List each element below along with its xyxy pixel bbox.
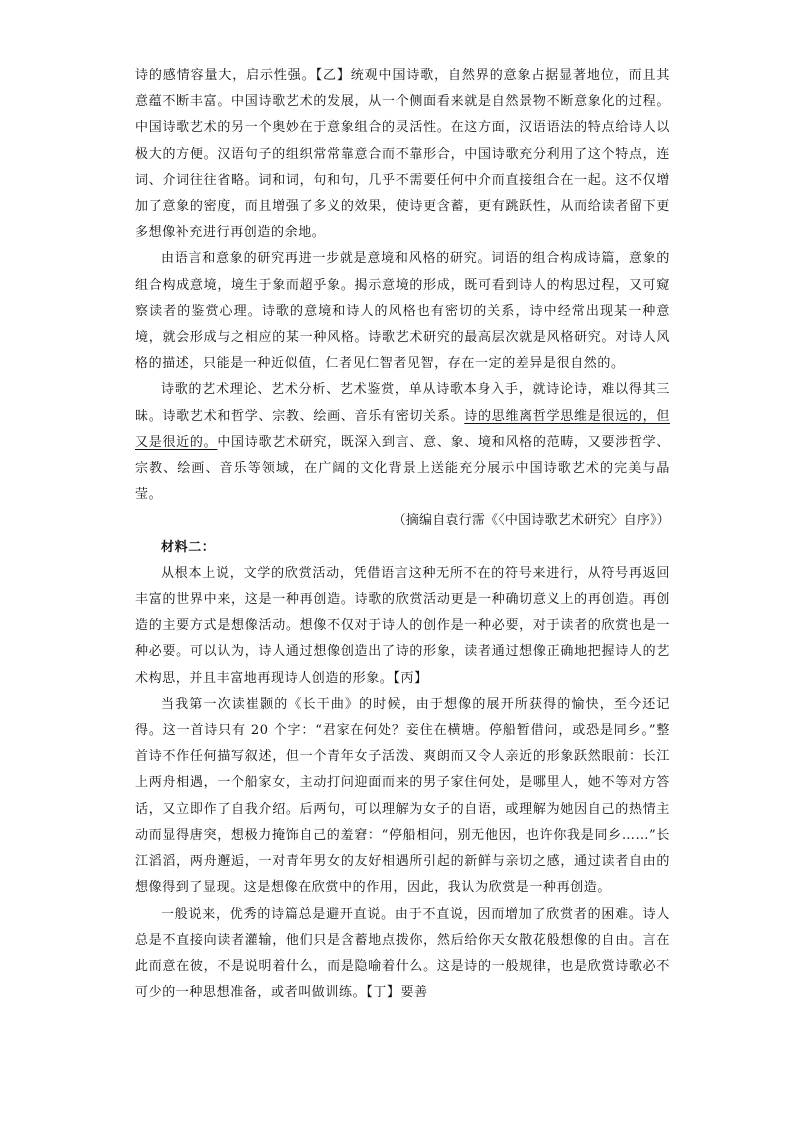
document-body <box>135 63 670 1006</box>
paragraph-3-text-a: 诗歌的艺术理论、艺术分析、艺术鉴赏，单从诗歌本身入手，就诗论诗，难以得其三昧。诗歌艺术和哲学、宗教、绘画、音乐有密切关系。 <box>135 382 670 424</box>
paragraph-2-text: 由语言和意象的研究再进一步就是意境和风格的研究。词语的组合构成诗篇，意象的组合构成意境，境生于象而超乎象。揭示意境的形成，既可看到诗人的构思过程，又可窥察读者的鉴赏心理。诗歌的意境和诗人的风格也有密切的关系，诗中经常出现某一种意境，就会形成与之相应的某一种风格。诗歌艺术研究的最高层次就是风格研究。对诗人风格的描述，只能是一种近似值，仁者见仁智者见智，存在一定的差异是很自然的。 <box>135 251 670 372</box>
paragraph-5 <box>135 692 670 902</box>
paragraph-1-text: 诗的感情容量大，启示性强。【乙】统观中国诗歌，自然界的意象占据显著地位，而且其意蕴不断丰富。中国诗歌艺术的发展，从一个侧面看来就是自然景物不断意象化的过程。中国诗歌艺术的另一个奥妙在于意象组合的灵活性。在这方面，汉语语法的特点给诗人以极大的方便。汉语句子的组织常常靠意合而不靠形合，中国诗歌充分利用了这个特点，连词、介词往往省略。词和词，句和句，几乎不需要任何中介而直接组合在一起。这不仅增加了意象的密度，而且增强了多义的效果，使诗更含蓄，更有跳跃性，从而给读者留下更多想像补充进行再创造的余地。 <box>135 68 670 241</box>
paragraph-6-text: 一般说来，优秀的诗篇总是避开直说。由于不直说，因而增加了欣赏者的困难。诗人总是不直接向读者灌输，他们只是含蓄地点拨你，然后给你天女散花般想像的自由。言在此而意在彼，不是说明着什么，而是隐喻着什么。这是诗的一般规律，也是欣赏诗歌必不可少的一种思想准备，或者叫做训练。【丁】要善 <box>135 906 670 1001</box>
source-citation: （摘编自袁行霈《〈中国诗歌艺术研究〉自序》） <box>392 513 670 529</box>
paragraph-4 <box>135 561 670 692</box>
paragraph-5-text: 当我第一次读崔颢的《长干曲》的时候，由于想像的展开所获得的愉快，至今还记得。这一首诗只有 20 个字：“君家在何处？妾住在横塘。停船暂借问，或恐是同乡。”整首诗不作任何描写叙述，但一个青年女子活泼、爽朗而又令人亲近的形象跃然眼前：长江上两舟相遇，一个船家女，主动打问迎面而来的男子家住何处，是哪里人，她不等对方答话，又立即作了自我介绍。后两句，可以理解为女子的自语，或理解为她因自己的热情主动而显得唐突，想极力掩饰自己的羞窘：“停船相问，别无他因，也许你我是同乡……”长江滔滔，两舟邂逅，一对青年男女的友好相遇所引起的新鲜与亲切之感，通过读者自由的想像得到了显现。这是想像在欣赏中的作用，因此，我认为欣赏是一种再创造。 <box>135 696 670 896</box>
paragraph-3 <box>135 377 670 508</box>
paragraph-2 <box>135 246 670 377</box>
paragraph-1 <box>135 63 670 246</box>
paragraph-4-text: 从根本上说，文学的欣赏活动，凭借语言这种无所不在的符号来进行，从符号再返回丰富的世界中来，这是一种再创造。诗歌的欣赏活动更是一种确切意义上的再创造。再创造的主要方式是想像活动。想像不仅对于诗人的创作是一种必要，对于读者的欣赏也是一种必要。可以认为，诗人通过想像创造出了诗的形象，读者通过想像正确地把握诗人的艺术构思，并且丰富地再现诗人创造的形象。【丙】 <box>135 565 670 686</box>
paragraph-6 <box>135 902 670 1007</box>
underlined-sentence: 诗的思维离哲学思维是很远的，但又是很近的。 <box>135 408 670 450</box>
section-heading: 材料二： <box>161 539 216 555</box>
paragraph-3-text-b: 中国诗歌艺术研究，既深入到言、意、象、境和风格的范畴，又要涉哲学、宗教、绘画、音乐等领域，在广阔的文化背景上送能充分展示中国诗歌艺术的完美与晶莹。 <box>135 434 670 503</box>
